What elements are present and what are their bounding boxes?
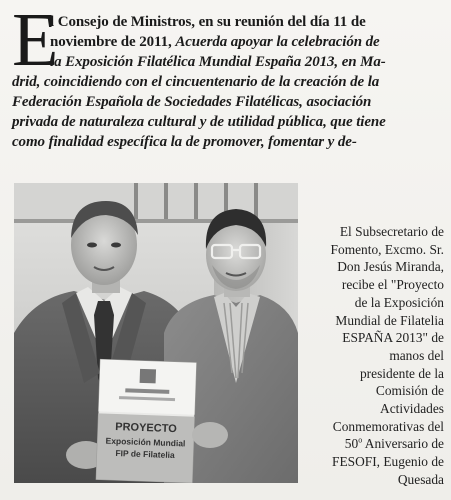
photo-illustration: [14, 183, 298, 483]
intro-line-3: la Exposición Filatélica Mundial España 2013, en Ma-: [50, 54, 386, 70]
document-line-2: Exposición Mundial: [105, 435, 186, 449]
caption-line: ESPAÑA 2013" de: [342, 330, 444, 346]
caption-line: Fomento, Excmo. Sr.: [330, 241, 444, 257]
caption-line: recibe el "Proyecto: [341, 277, 444, 293]
document-title: PROYECTO: [115, 420, 177, 436]
project-document: [96, 359, 196, 482]
intro-line-1: l Consejo de Ministros, en su reunión del día 11 de: [50, 14, 366, 30]
intro-line-7: como finalidad específica la de promover, fomentar y de-: [12, 134, 357, 150]
caption-line: manos del: [389, 347, 444, 363]
caption-line: Quesada: [397, 471, 444, 487]
caption-line: Actividades: [380, 401, 444, 417]
caption-line-anniversary: 50$^o$ Aniversario de: [344, 435, 444, 452]
caption-line: Conmemorativas del: [332, 418, 444, 434]
caption-line: Don Jesús Miranda,: [337, 259, 444, 275]
intro-paragraph: [12, 0, 442, 176]
caption-line: presidente de la: [359, 365, 444, 381]
caption-line: El Subsecretario de: [339, 224, 444, 239]
photo-two-men-with-project: [14, 183, 298, 483]
intro-line-6: privada de naturaleza cultural y de utilidad pública, que tiene: [12, 114, 386, 130]
caption-line: FESOFI, Eugenio de: [332, 454, 444, 470]
photo-caption: [304, 223, 444, 489]
caption-line: Mundial de Filatelia: [335, 312, 444, 328]
intro-line-5: Federación Española de Sociedades Filatélicas, asociación: [12, 94, 372, 110]
caption-line: Comisión de: [375, 383, 444, 399]
caption-line: de la Exposición: [354, 294, 444, 310]
drop-cap: E: [12, 0, 59, 82]
intro-line-2: noviembre de 2011, Acuerda apoyar la celebración de: [50, 34, 380, 50]
document-line-3: FIP de Filatelia: [115, 448, 175, 461]
intro-line-4: drid, coincidiendo con el cincuentenario de la creación de la: [12, 74, 380, 90]
